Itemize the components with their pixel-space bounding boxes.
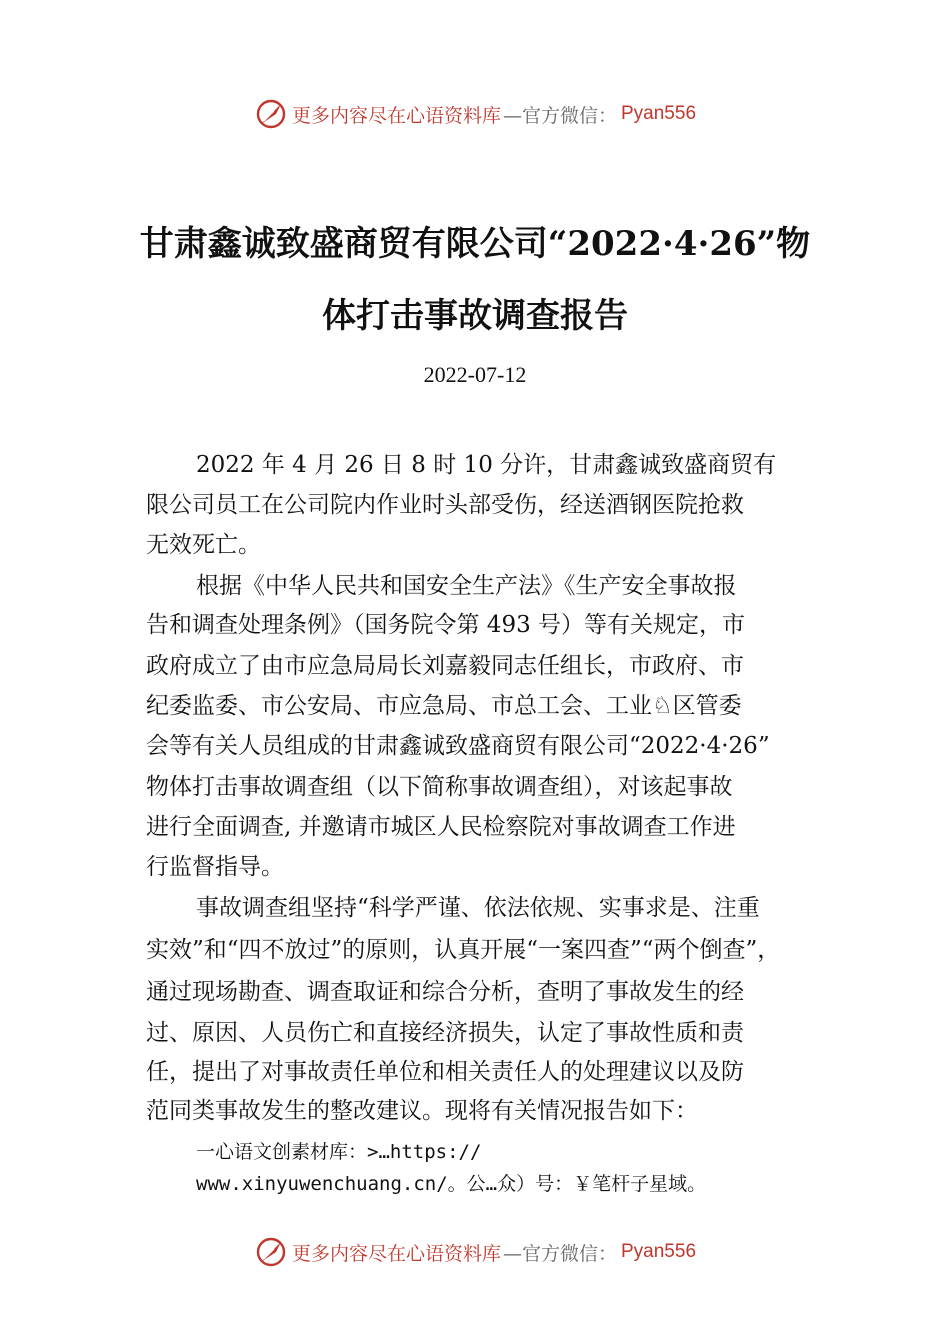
body-line: 过、原因、人员伤亡和直接经济损失，认定了事故性质和责 [146,1020,744,1046]
document-title-line1: 甘肃鑫诚致盛商贸有限公司“2022·4·26”物 [139,224,811,264]
header-wechat-label: —官方微信： [502,104,617,127]
body-line: 实效”和“四不放过”的原则，认真开展“一案四查”“两个倒查”， [146,937,781,963]
body-line: 范同类事故发生的整改建议。现将有关情况报告如下： [146,1098,698,1124]
body-line: 告和调查处理条例》（国务院令第 493 号）等有关规定，市 [146,612,746,638]
body-line: 一心语文创素材库：>…https:// [196,1141,482,1163]
footer-brand: 更多内容尽在心语资料库 [291,1242,501,1265]
body-line: 无效死亡。 [146,532,261,558]
body-line: 2022 年 4 月 26 日 8 时 10 分许，甘肃鑫诚致盛商贸有 [196,452,777,478]
footer-banner [0,1232,950,1272]
body-line: 进行全面调查, 并邀请市城区人民检察院对事故调查工作进 [146,814,736,840]
document-date: 2022-07-12 [423,362,527,387]
body-line: 行监督指导。 [146,854,284,880]
header-banner [0,94,950,134]
body-line: 纪委监委、市公安局、市应急局、市总工会、工业♘区管委 [146,693,742,719]
footer-wechat-id: Pyan556 [621,1241,697,1262]
body-line: 根据《中华人民共和国安全生产法》《生产安全事故报 [196,573,737,599]
document-title-line2: 体打击事故调查报告 [322,296,628,336]
quill-logo-icon [254,1235,288,1269]
body-line: 政府成立了由市应急局局长刘嘉毅同志任组长，市政府、市 [146,653,744,679]
body-line: www.xinyuwenchuang.cn/。公…众）号：￥笔杆子星域。 [196,1173,707,1195]
body-line: 任，提出了对事故责任单位和相关责任人的处理建议以及防 [146,1059,744,1085]
body-line: 通过现场勘查、调查取证和综合分析，查明了事故发生的经 [146,979,744,1005]
header-wechat-id: Pyan556 [621,103,697,124]
body-line: 限公司员工在公司院内作业时头部受伤，经送酒钢医院抢救 [146,492,744,518]
body-line: 物体打击事故调查组（以下简称事故调查组），对该起事故 [146,774,733,800]
header-brand: 更多内容尽在心语资料库 [291,104,501,127]
body-line: 会等有关人员组成的甘肃鑫诚致盛商贸有限公司“2022·4·26” [146,733,770,759]
quill-logo-icon [254,97,288,131]
body-line: 事故调查组坚持“科学严谨、依法依规、实事求是、注重 [196,895,760,921]
footer-wechat-label: —官方微信： [502,1242,617,1265]
